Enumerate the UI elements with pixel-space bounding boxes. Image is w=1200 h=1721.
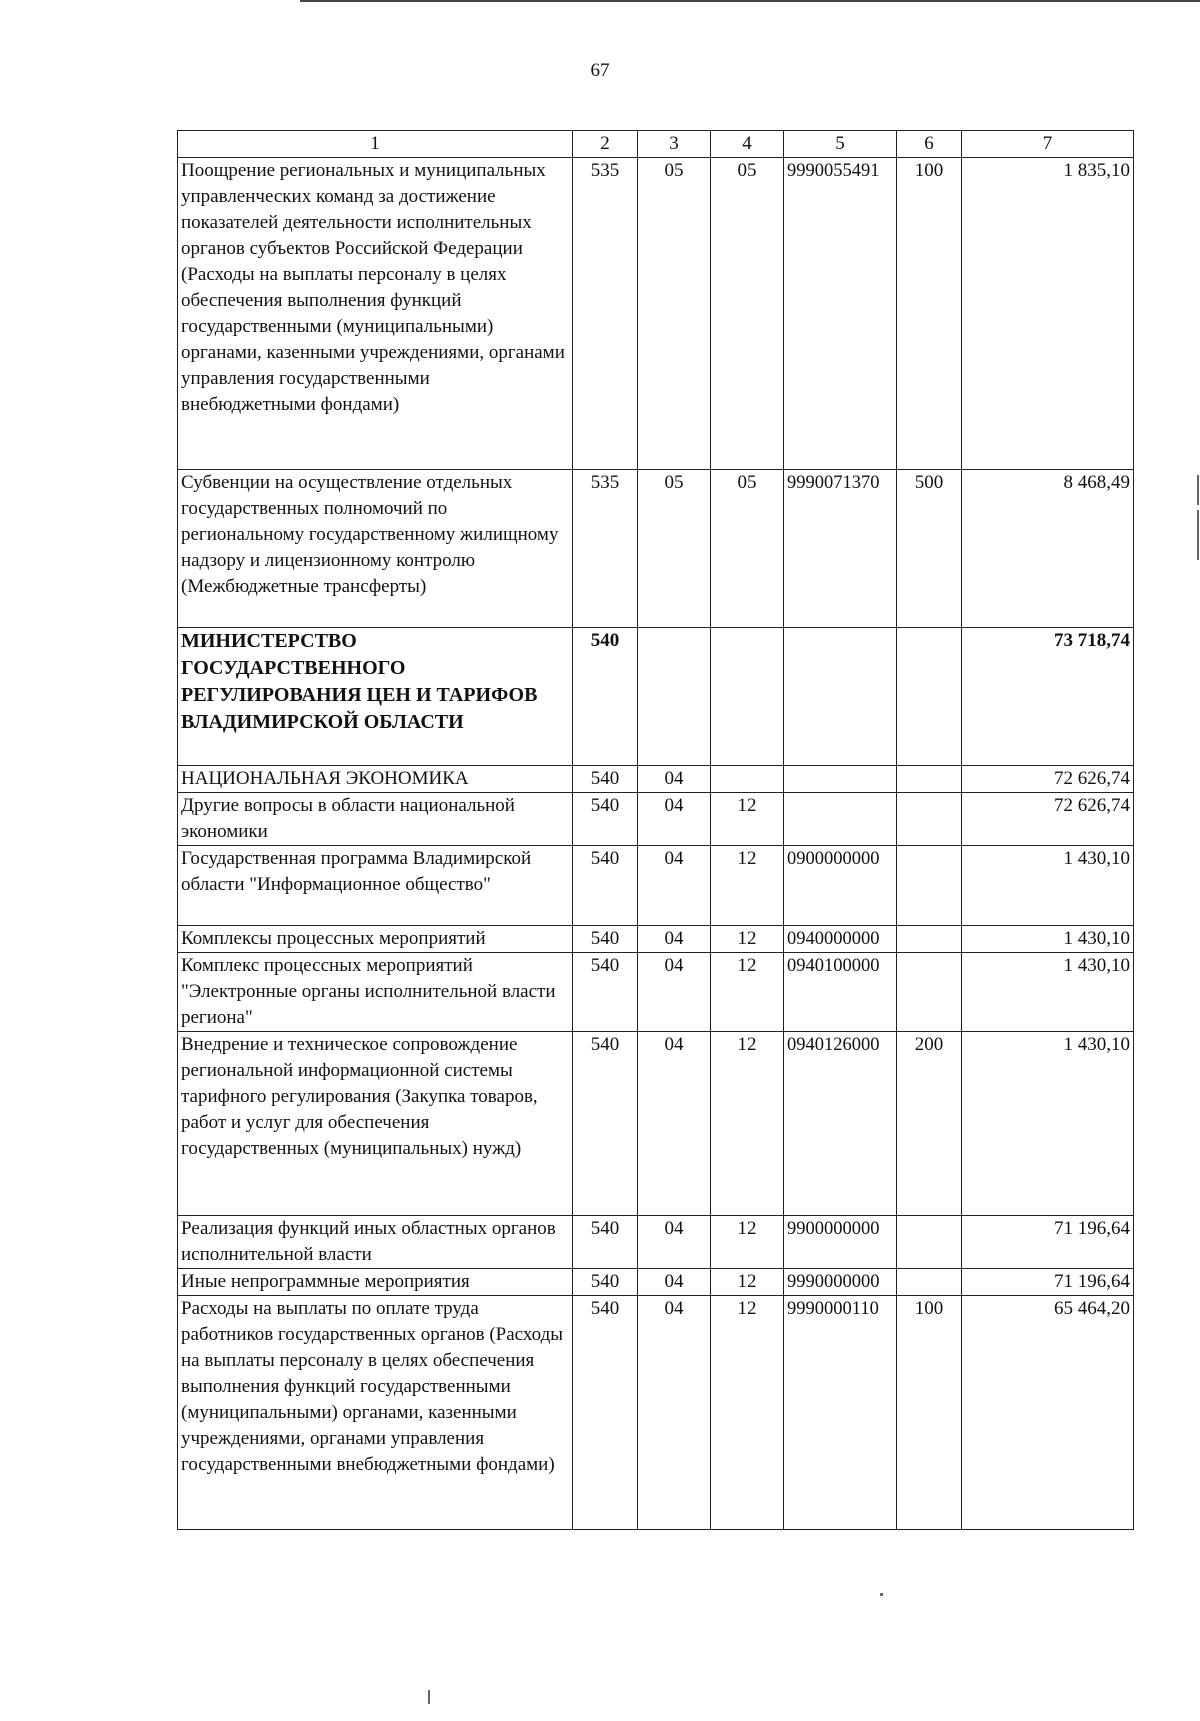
row-vr [897,766,962,793]
scan-mark [1197,475,1199,505]
table-row [178,766,1134,793]
row-vr [897,793,962,846]
row-vr: 500 [897,470,962,628]
header-cell: 1 [178,131,573,158]
row-sum: 1 430,10 [962,846,1134,926]
row-pr: 12 [711,1296,784,1530]
row-rz: 04 [638,1032,711,1216]
row-vr: 100 [897,158,962,470]
row-vr [897,846,962,926]
row-sum: 1 835,10 [962,158,1134,470]
row-name: Реализация функций иных областных органов исполнительной власти [178,1216,573,1269]
row-csr: 9900000000 [784,1216,897,1269]
header-cell: 7 [962,131,1134,158]
row-name: Внедрение и техническое сопровождение региональной информационной системы тарифного регулирования (Закупка товаров, работ и услуг для обеспечения государственных (муниципальных) нужд) [178,1032,573,1216]
row-pr: 12 [711,846,784,926]
row-csr: 0940000000 [784,926,897,953]
row-sum: 1 430,10 [962,953,1134,1032]
row-rz: 04 [638,926,711,953]
row-rz: 04 [638,793,711,846]
header-cell: 3 [638,131,711,158]
row-ved: 540 [573,1032,638,1216]
table-row [178,1216,1134,1269]
row-vr [897,1269,962,1296]
row-vr [897,926,962,953]
row-name: Комплекс процессных мероприятий "Электронные органы исполнительной власти региона" [178,953,573,1032]
row-name: МИНИСТЕРСТВО ГОСУДАРСТВЕННОГО РЕГУЛИРОВАНИЯ ЦЕН И ТАРИФОВ ВЛАДИМИРСКОЙ ОБЛАСТИ [178,628,573,766]
row-csr: 9990000000 [784,1269,897,1296]
row-name: Иные непрограммные мероприятия [178,1269,573,1296]
header-cell: 4 [711,131,784,158]
row-csr: 0940100000 [784,953,897,1032]
row-ved: 540 [573,1296,638,1530]
row-vr [897,953,962,1032]
table-row [178,1032,1134,1216]
top-rule [300,0,1200,2]
row-name: НАЦИОНАЛЬНАЯ ЭКОНОМИКА [178,766,573,793]
row-sum: 72 626,74 [962,793,1134,846]
row-pr [711,766,784,793]
row-sum: 71 196,64 [962,1269,1134,1296]
row-vr: 200 [897,1032,962,1216]
row-csr [784,628,897,766]
row-vr [897,1216,962,1269]
header-cell: 5 [784,131,897,158]
row-pr [711,628,784,766]
table-row [178,628,1134,766]
row-csr: 0940126000 [784,1032,897,1216]
row-name: Поощрение региональных и муниципальных управленческих команд за достижение показателей деятельности исполнительных органов субъектов Российской Федерации (Расходы на выплаты персоналу в целях обеспечения выполнения функций государственными (муниципальными) органами, казенными учреждениями, органами управления государственными внебюджетными фондами) [178,158,573,470]
row-pr: 05 [711,158,784,470]
table-row [178,470,1134,628]
row-pr: 12 [711,1269,784,1296]
row-ved: 540 [573,1269,638,1296]
scan-mark [1197,510,1199,560]
row-name: Другие вопросы в области национальной экономики [178,793,573,846]
row-csr: 9990000110 [784,1296,897,1530]
row-rz: 05 [638,158,711,470]
row-ved: 540 [573,953,638,1032]
row-pr: 12 [711,793,784,846]
row-ved: 535 [573,158,638,470]
row-rz: 04 [638,1216,711,1269]
row-name: Комплексы процессных мероприятий [178,926,573,953]
row-rz: 04 [638,1296,711,1530]
row-csr [784,766,897,793]
row-sum: 73 718,74 [962,628,1134,766]
row-ved: 540 [573,926,638,953]
row-pr: 12 [711,1032,784,1216]
scan-mark [428,1690,430,1704]
row-vr [897,628,962,766]
table-row [178,953,1134,1032]
row-name: Расходы на выплаты по оплате труда работников государственных органов (Расходы на выплаты персоналу в целях обеспечения выполнения функций государственными (муниципальными) органами, казенными учреждениями, органами управления государственными внебюджетными фондами) [178,1296,573,1530]
row-sum: 71 196,64 [962,1216,1134,1269]
row-rz: 04 [638,953,711,1032]
row-csr [784,793,897,846]
row-csr: 0900000000 [784,846,897,926]
table-row [178,793,1134,846]
row-vr: 100 [897,1296,962,1530]
row-pr: 12 [711,926,784,953]
row-rz: 04 [638,766,711,793]
row-ved: 540 [573,766,638,793]
row-rz: 04 [638,846,711,926]
row-sum: 1 430,10 [962,926,1134,953]
row-ved: 535 [573,470,638,628]
table-row [178,158,1134,470]
table-row [178,846,1134,926]
row-ved: 540 [573,628,638,766]
header-cell: 6 [897,131,962,158]
budget-table [177,130,1134,1530]
row-ved: 540 [573,1216,638,1269]
row-csr: 9990071370 [784,470,897,628]
scan-mark [880,1593,883,1596]
row-pr: 05 [711,470,784,628]
row-pr: 12 [711,1216,784,1269]
row-ved: 540 [573,793,638,846]
row-ved: 540 [573,846,638,926]
row-rz [638,628,711,766]
row-sum: 1 430,10 [962,1032,1134,1216]
table-header-row [178,131,1134,158]
row-sum: 8 468,49 [962,470,1134,628]
row-sum: 72 626,74 [962,766,1134,793]
table-row [178,1269,1134,1296]
row-rz: 04 [638,1269,711,1296]
row-csr: 9990055491 [784,158,897,470]
page-number: 67 [590,60,610,81]
row-sum: 65 464,20 [962,1296,1134,1530]
row-rz: 05 [638,470,711,628]
row-name: Государственная программа Владимирской области "Информационное общество" [178,846,573,926]
row-pr: 12 [711,953,784,1032]
table-row [178,1296,1134,1530]
row-name: Субвенции на осуществление отдельных государственных полномочий по региональному государственному жилищному надзору и лицензионному контролю (Межбюджетные трансферты) [178,470,573,628]
header-cell: 2 [573,131,638,158]
table-row [178,926,1134,953]
